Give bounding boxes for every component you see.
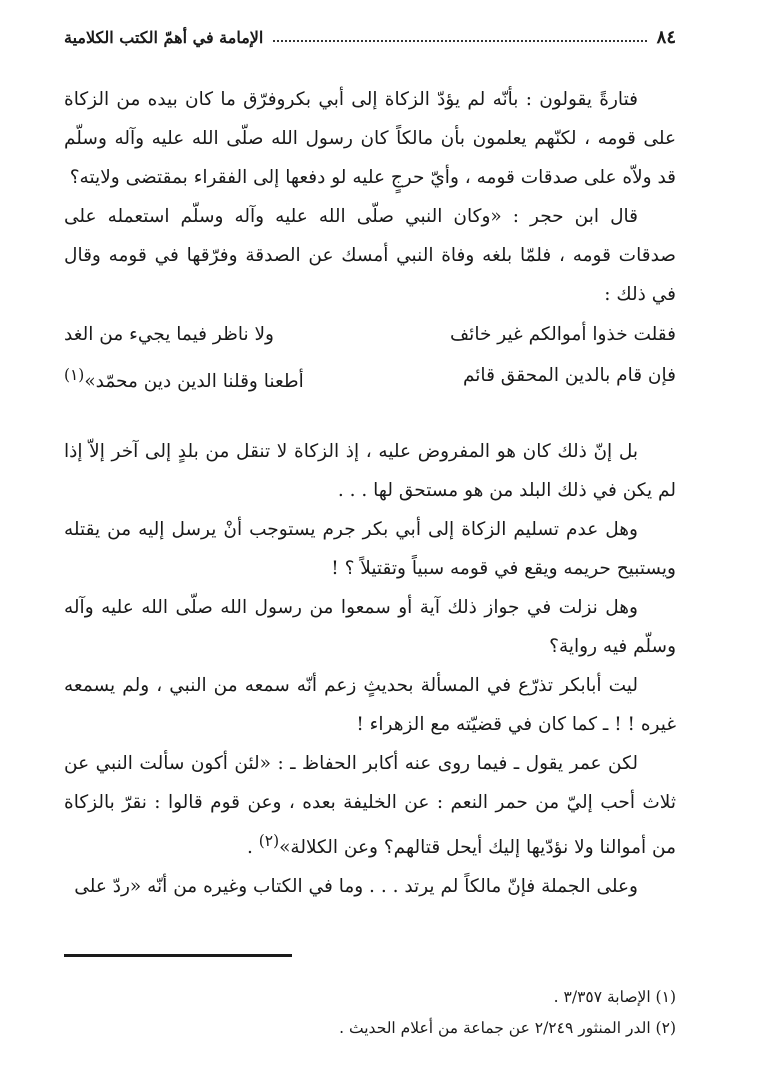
paragraph: ليت أبابكر تذرّع في المسألة بحديثٍ زعم أنّه سمعه من النبي ، ولم يسمعه غيره ! ! ـ كما كان في قضيّته مع الزهراء ! xyxy=(64,675,676,736)
poem-verse xyxy=(64,355,676,402)
running-title: الإمامة في أهمّ الكتب الكلامية xyxy=(64,27,264,47)
verse-text: أطعنا وقلنا الدين دين محمّد» xyxy=(84,371,304,393)
verse-second-hemistich xyxy=(64,355,304,402)
verse-first-hemistich: فقلت خذوا أموالكم غير خائف xyxy=(450,324,676,345)
spacer xyxy=(64,402,676,432)
header-dot-leader xyxy=(273,40,646,42)
paragraph: وعلى الجملة فإنّ مالكاً لم يرتد . . . وما في الكتاب وغيره من أنّه «ردّ على xyxy=(74,876,638,898)
main-text xyxy=(64,80,676,906)
paragraph: بل إنّ ذلك كان هو المفروض عليه ، إذ الزكاة لا تنقل من بلدٍ إلى آخر إلاّ إذا لم يكن في ذلك البلد من هو مستحق لها . . . xyxy=(64,441,676,502)
footnote-separator xyxy=(64,954,292,957)
paragraph: وهل عدم تسليم الزكاة إلى أبي بكر جرم يستوجب أنْ يرسل إليه من يقتله ويستبيح حريمه ويقع في قومه سبياً وتقتيلاً ؟ ! xyxy=(64,519,676,580)
footnote-marker: (١) xyxy=(64,366,85,384)
paragraph-text: لكن عمر يقول ـ فيما روى عنه أكابر الحفاظ ـ : «لئن أكون سألت النبي عن ثلاث أحب إليّ من حمر النعم : عن الخليفة بعده ، وعن قوم قالوا : نقرّ بالزكاة من أموالنا ولا نؤدّيها إليك أيحل قتالهم؟ وعن الكلالة» xyxy=(64,753,676,859)
verse-first-hemistich: فإن قام بالدين المحقق قائم xyxy=(462,365,676,386)
book-page xyxy=(64,22,676,1062)
footnote: (٢) الدر المنثور ٢/٢٤٩ عن جماعة من أعلام الحديث . xyxy=(339,1019,676,1037)
paragraph: فتارةً يقولون : بأنّه لم يؤدّ الزكاة إلى أبي بكروفرّق ما كان بيده من الزكاة على قومه ، لكنّهم يعلمون بأن مالكاً كان رسول الله صلّى الله عليه وآله وسلّم قد ولاّه على صدقات قومه ، وأيّ حرجٍ عليه لو دفعها إلى الفقراء بمقتضى ولايته؟ xyxy=(64,89,676,188)
paragraph xyxy=(64,744,676,867)
paragraph: وهل نزلت في جواز ذلك آية أو سمعوا من رسول الله صلّى الله عليه وآله وسلّم فيه رواية؟ xyxy=(64,597,676,658)
footnotes xyxy=(64,982,676,1044)
paragraph-tail: . xyxy=(247,837,259,859)
footnote: (١) الإصابة ٣/٣٥٧ . xyxy=(553,988,676,1006)
verse-second-hemistich: ولا ناظر فيما يجيء من الغد xyxy=(64,324,274,345)
paragraph: قال ابن حجر : «وكان النبي صلّى الله عليه وآله وسلّم استعمله على صدقات قومه ، فلمّا بلغه وفاة النبي أمسك عن الصدقة وفرّقها في قومه وقال في ذلك : xyxy=(64,206,676,305)
footnote-marker: (٢) xyxy=(258,832,280,851)
page-number: ٨٤ xyxy=(656,26,676,48)
running-header xyxy=(64,22,676,52)
poem-verse xyxy=(64,314,676,355)
